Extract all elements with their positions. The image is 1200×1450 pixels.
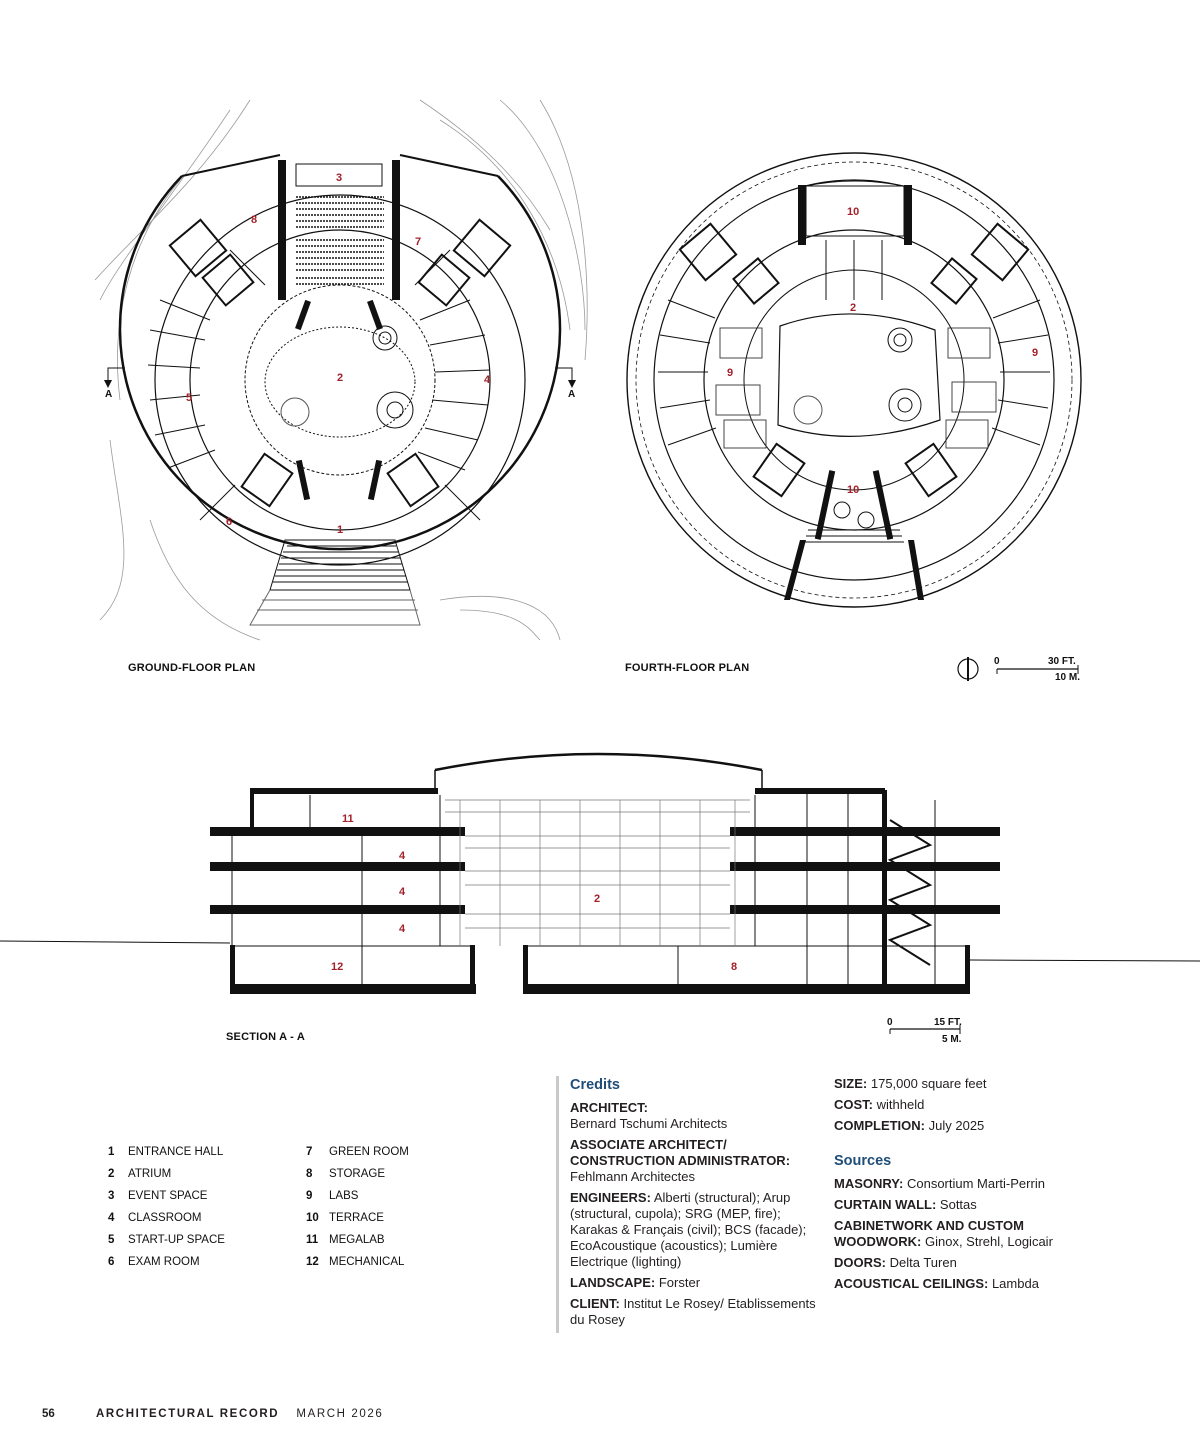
room-legend: 1 ENTRANCE HALL 2 ATRIUM 3 EVENT SPACE 4 CLASSROOM 5 START-UP SPACE 6 EXAM ROOM 7 GREEN ROOM 8 STORAGE 9 LABS 10 TERRACE 11 MEGALAB 12 MECHANICAL xyxy=(108,1146,409,1268)
fact-item: SIZE: 175,000 square feet xyxy=(834,1076,987,1091)
room-label-5: 5 xyxy=(186,392,193,404)
section-label-4-upper: 4 xyxy=(399,850,406,862)
credit-item: LANDSCAPE: Forster xyxy=(570,1275,701,1290)
source-item: CURTAIN WALL: Sottas xyxy=(834,1197,977,1212)
room-label-10-top: 10 xyxy=(847,206,860,218)
section-label-11: 11 xyxy=(342,813,354,825)
issue-date: MARCH 2026 xyxy=(296,1408,384,1420)
plan-scale-zero: 0 xyxy=(994,656,1000,667)
credit-item: ENGINEERS: Alberti (structural); Arup (structural, cupola); SRG (MEP, fire); Karakas & Français (civil); BCS (facade); EcoAcoustique (acoustics); Lumière Electrique (lighting) xyxy=(570,1190,807,1269)
room-label-4: 4 xyxy=(484,374,491,386)
section-marker-a-left: A xyxy=(105,389,113,400)
credit-item: ARCHITECT: Bernard Tschumi Architects xyxy=(570,1100,728,1131)
ground-floor-caption: GROUND-FLOOR PLAN xyxy=(128,662,256,674)
section-label-4-lower: 4 xyxy=(399,923,406,935)
room-label-9-right: 9 xyxy=(1032,347,1039,359)
fact-item: COMPLETION: July 2025 xyxy=(834,1118,985,1133)
room-label-3: 3 xyxy=(336,172,343,184)
source-item: MASONRY: Consortium Marti-Perrin xyxy=(834,1176,1045,1191)
section-label-2: 2 xyxy=(594,893,601,905)
plan-scale-feet: 30 FT. xyxy=(1048,656,1076,667)
page-number: 56 xyxy=(42,1408,55,1420)
section-label-8: 8 xyxy=(731,961,738,973)
room-label-9-left: 9 xyxy=(727,367,734,379)
room-label-8: 8 xyxy=(251,214,258,226)
section-label-4-middle: 4 xyxy=(399,886,406,898)
credit-item: ASSOCIATE ARCHITECT/ CONSTRUCTION ADMINISTRATOR: Fehlmann Architectes xyxy=(570,1137,791,1184)
room-label-10-bottom: 10 xyxy=(847,484,860,496)
credit-item: CLIENT: Institut Le Rosey/ Etablissements du Rosey xyxy=(570,1296,816,1327)
fourth-floor-caption: FOURTH-FLOOR PLAN xyxy=(625,662,750,674)
sources-heading: Sources xyxy=(834,1153,892,1169)
magazine-name: ARCHITECTURAL RECORD xyxy=(96,1408,280,1420)
section-scale-meters: 5 M. xyxy=(942,1034,962,1045)
room-label-7: 7 xyxy=(415,236,422,248)
section-scale-feet: 15 FT. xyxy=(934,1017,962,1028)
fact-item: COST: withheld xyxy=(834,1097,925,1112)
credits-heading: Credits xyxy=(570,1077,620,1093)
page-footer xyxy=(42,1408,397,1420)
room-label-2: 2 xyxy=(337,372,344,384)
plan-scale-meters: 10 M. xyxy=(1055,672,1081,683)
section-scale-zero: 0 xyxy=(887,1017,893,1028)
room-label-6: 6 xyxy=(226,516,233,528)
source-item: ACOUSTICAL CEILINGS: Lambda xyxy=(834,1276,1039,1291)
room-label-1: 1 xyxy=(337,524,344,536)
section-label-12: 12 xyxy=(331,961,344,973)
credits-panel xyxy=(556,1076,830,1333)
facts-sources-panel xyxy=(834,1076,1084,1297)
room-label-2-fourth: 2 xyxy=(850,302,857,314)
source-item: DOORS: Delta Turen xyxy=(834,1255,957,1270)
source-item: CABINETWORK AND CUSTOM WOODWORK: Ginox, Strehl, Logicair xyxy=(834,1218,1053,1249)
section-marker-a-right: A xyxy=(568,389,576,400)
section-caption: SECTION A - A xyxy=(226,1031,305,1043)
